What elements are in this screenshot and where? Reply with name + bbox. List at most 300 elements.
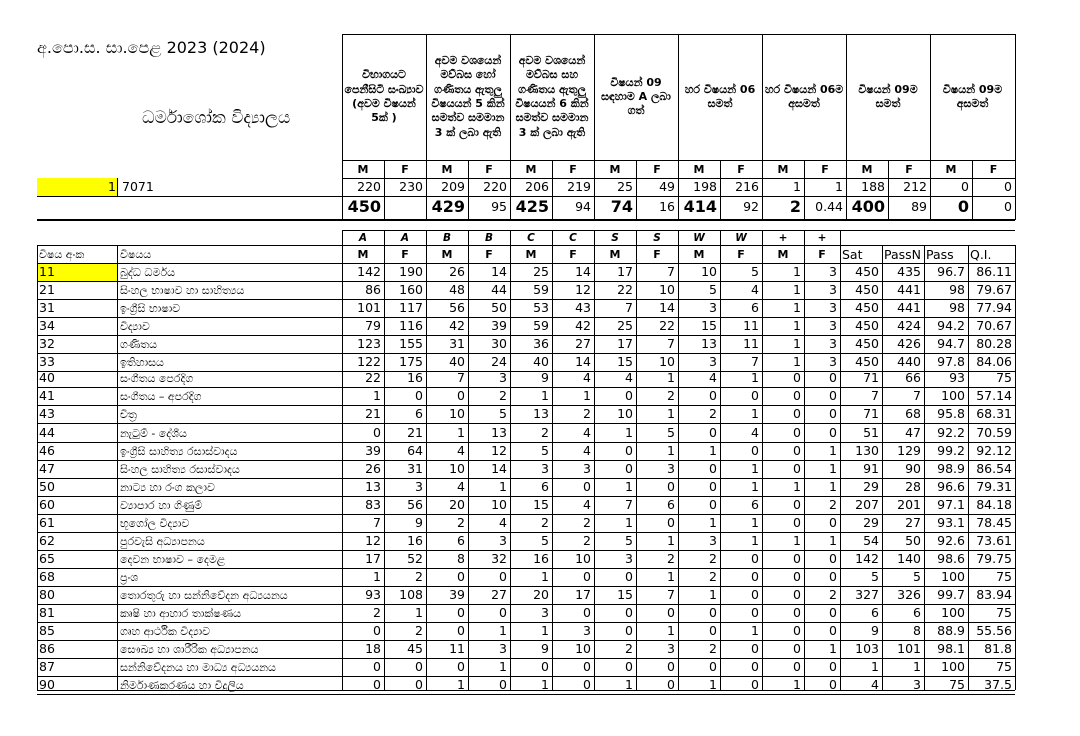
data-cell: 3 — [415, 479, 423, 494]
data-cell: 39 — [449, 587, 465, 602]
data-cell: 4 — [499, 515, 507, 530]
data-cell: 0 — [457, 659, 465, 674]
data-cell: 441 — [897, 282, 921, 297]
data-cell: 94.7 — [937, 336, 965, 351]
data-cell: 0 — [751, 551, 759, 566]
summary-total-cell: 425 — [515, 197, 549, 216]
subject-code: 21 — [39, 282, 55, 297]
subject-code: 61 — [39, 515, 55, 530]
data-cell: 11 — [743, 318, 759, 333]
data-cell: 7 — [667, 587, 675, 602]
data-cell: 2 — [829, 587, 837, 602]
subject-name: ගෘහ ආර්ථික විද්‍යාව — [120, 625, 211, 638]
summary-total-cell: 95 — [491, 199, 507, 214]
subject-code: 87 — [39, 659, 55, 674]
mf-label: M — [441, 163, 453, 176]
data-cell: 0 — [583, 569, 591, 584]
grade-label: S — [611, 232, 619, 244]
data-cell: 0 — [373, 677, 381, 692]
data-cell: 91 — [863, 461, 879, 476]
data-cell: 3 — [541, 605, 549, 620]
data-cell: 44 — [491, 282, 507, 297]
data-cell: 1 — [625, 677, 633, 692]
col-header: M — [693, 248, 705, 261]
data-cell: 0 — [667, 605, 675, 620]
data-cell: 48 — [449, 282, 465, 297]
data-cell: 57.14 — [976, 388, 1012, 403]
data-cell: 0 — [709, 605, 717, 620]
summary-count-cell: 1 — [835, 179, 843, 194]
data-cell: 28 — [905, 479, 921, 494]
subject-code: 47 — [39, 461, 55, 476]
grid-line — [37, 245, 1015, 246]
data-cell: 0 — [793, 605, 801, 620]
data-cell: 18 — [365, 641, 381, 656]
data-cell: 441 — [897, 300, 921, 315]
subject-name: ඉංග්‍රීසි සාහිත්‍ය රසාස්වාදය — [120, 445, 238, 458]
data-cell: 13 — [491, 425, 507, 440]
summary-count-cell: 220 — [483, 179, 507, 194]
data-cell: 3 — [709, 354, 717, 369]
subject-name: සන්නිවේදනය හා මාධ්‍ය අධ්‍යයනය — [120, 661, 276, 674]
data-cell: 7 — [373, 515, 381, 530]
data-cell: 123 — [357, 336, 381, 351]
col-header-code: විෂය අංක — [39, 248, 85, 261]
mf-label: F — [821, 163, 829, 176]
data-cell: 11 — [743, 336, 759, 351]
school-name: ධර්මාශෝක විද්‍යාලය — [142, 108, 291, 128]
data-cell: 59 — [533, 318, 549, 333]
mf-label: M — [861, 163, 873, 176]
data-cell: 1 — [913, 659, 921, 674]
data-cell: 0 — [751, 641, 759, 656]
data-cell: 0 — [751, 569, 759, 584]
data-cell: 15 — [617, 587, 633, 602]
summary-count-cell: 0 — [1004, 179, 1012, 194]
data-cell: 6 — [415, 406, 423, 421]
data-cell: 93 — [949, 370, 965, 385]
data-cell: 71 — [863, 370, 879, 385]
data-cell: 7 — [667, 336, 675, 351]
row-line — [37, 387, 1015, 388]
col-header: F — [818, 248, 826, 261]
mf-label: F — [653, 163, 661, 176]
summary-total-cell: 400 — [851, 197, 885, 216]
col-header: M — [777, 248, 789, 261]
data-cell: 0 — [709, 425, 717, 440]
data-cell: 12 — [365, 533, 381, 548]
data-cell: 22 — [617, 282, 633, 297]
data-cell: 1 — [793, 677, 801, 692]
data-cell: 155 — [399, 336, 423, 351]
grade-label: C — [569, 232, 577, 244]
data-cell: 5 — [541, 533, 549, 548]
subject-code: 90 — [39, 677, 55, 692]
data-cell: 1 — [751, 370, 759, 385]
data-cell: 100 — [941, 569, 965, 584]
data-cell: 0 — [829, 515, 837, 530]
data-cell: 101 — [897, 641, 921, 656]
data-cell: 103 — [855, 641, 879, 656]
data-cell: 1 — [829, 479, 837, 494]
data-cell: 68.31 — [976, 406, 1012, 421]
data-cell: 11 — [449, 641, 465, 656]
data-cell: 0 — [625, 605, 633, 620]
subject-name: ඉතිහාසය — [120, 356, 164, 369]
data-cell: 4 — [625, 370, 633, 385]
data-cell: 175 — [399, 354, 423, 369]
subject-code: 81 — [39, 605, 55, 620]
row-line — [37, 423, 1015, 424]
data-cell: 5 — [751, 264, 759, 279]
data-cell: 1 — [871, 659, 879, 674]
data-cell: 450 — [855, 282, 879, 297]
data-cell: 90 — [905, 461, 921, 476]
data-cell: 0 — [793, 497, 801, 512]
data-cell: 10 — [575, 641, 591, 656]
summary-count-cell: 206 — [525, 179, 549, 194]
data-cell: 3 — [667, 641, 675, 656]
data-cell: 22 — [365, 370, 381, 385]
data-cell: 1 — [751, 406, 759, 421]
data-cell: 75 — [996, 605, 1012, 620]
summary-count-cell: 198 — [693, 179, 717, 194]
summary-total-cell: 414 — [683, 197, 717, 216]
data-cell: 6 — [913, 605, 921, 620]
col-header: M — [441, 248, 453, 261]
data-cell: 1 — [751, 533, 759, 548]
data-cell: 1 — [667, 623, 675, 638]
data-cell: 6 — [751, 497, 759, 512]
data-cell: 0 — [667, 479, 675, 494]
data-cell: 1 — [793, 264, 801, 279]
data-cell: 1 — [709, 677, 717, 692]
data-cell: 45 — [407, 641, 423, 656]
subject-code: 85 — [39, 623, 55, 638]
grade-label: S — [653, 232, 661, 244]
data-cell: 129 — [897, 443, 921, 458]
subject-name: පුරවැසි අධ්‍යාපනය — [120, 535, 205, 548]
data-cell: 1 — [793, 354, 801, 369]
data-cell: 98.1 — [937, 641, 965, 656]
data-cell: 1 — [829, 461, 837, 476]
subject-code: 33 — [39, 354, 55, 369]
data-cell: 0 — [457, 623, 465, 638]
subject-code: 40 — [39, 370, 55, 385]
data-cell: 0 — [583, 479, 591, 494]
subject-code: 43 — [39, 406, 55, 421]
summary-count-cell: 25 — [617, 179, 633, 194]
data-cell: 47 — [905, 425, 921, 440]
data-cell: 0 — [625, 388, 633, 403]
data-cell: 1 — [667, 569, 675, 584]
data-cell: 20 — [449, 497, 465, 512]
data-cell: 10 — [701, 264, 717, 279]
data-cell: 101 — [357, 300, 381, 315]
data-cell: 2 — [709, 569, 717, 584]
data-cell: 50 — [491, 300, 507, 315]
data-cell: 25 — [617, 318, 633, 333]
data-cell: 93 — [365, 587, 381, 602]
data-cell: 4 — [457, 479, 465, 494]
summary-header: විෂයන් 09ම අසමත් — [942, 82, 1003, 110]
data-cell: 26 — [449, 264, 465, 279]
data-cell: 14 — [659, 300, 675, 315]
data-cell: 1 — [751, 623, 759, 638]
data-cell: 97.8 — [937, 354, 965, 369]
data-cell: 2 — [829, 497, 837, 512]
data-cell: 0 — [793, 370, 801, 385]
data-cell: 13 — [533, 406, 549, 421]
data-cell: 1 — [667, 370, 675, 385]
data-cell: 0 — [793, 641, 801, 656]
data-cell: 1 — [499, 479, 507, 494]
data-cell: 15 — [617, 354, 633, 369]
data-cell: 78.45 — [976, 515, 1012, 530]
data-cell: 1 — [541, 623, 549, 638]
data-cell: 4 — [457, 443, 465, 458]
data-cell: 1 — [709, 443, 717, 458]
data-cell: 326 — [897, 587, 921, 602]
data-cell: 2 — [541, 515, 549, 530]
data-cell: 7 — [913, 388, 921, 403]
subject-code: 62 — [39, 533, 55, 548]
data-cell: 0 — [751, 443, 759, 458]
data-cell: 0 — [793, 623, 801, 638]
mf-label: M — [525, 163, 537, 176]
data-cell: 16 — [407, 370, 423, 385]
data-cell: 26 — [365, 461, 381, 476]
summary-count-cell: 209 — [441, 179, 465, 194]
row-line — [37, 622, 1015, 623]
data-cell: 100 — [941, 388, 965, 403]
data-cell: 10 — [449, 461, 465, 476]
subject-code: 41 — [39, 388, 55, 403]
summary-total-cell: 2 — [789, 197, 801, 216]
data-cell: 98 — [949, 300, 965, 315]
data-cell: 3 — [913, 677, 921, 692]
data-cell: 1 — [583, 388, 591, 403]
data-cell: 14 — [575, 354, 591, 369]
data-cell: 0 — [793, 406, 801, 421]
data-cell: 1 — [793, 282, 801, 297]
data-cell: 93.1 — [937, 515, 965, 530]
mf-label: M — [609, 163, 621, 176]
col-header: PassN — [884, 247, 922, 262]
subject-name: විද්‍යාව — [120, 320, 150, 333]
data-cell: 0 — [667, 515, 675, 530]
data-cell: 190 — [399, 264, 423, 279]
data-cell: 83 — [365, 497, 381, 512]
data-cell: 84.06 — [976, 354, 1012, 369]
data-cell: 84.18 — [976, 497, 1012, 512]
data-cell: 10 — [575, 551, 591, 566]
data-cell: 75 — [996, 659, 1012, 674]
data-cell: 39 — [491, 318, 507, 333]
data-cell: 142 — [357, 264, 381, 279]
summary-header: විෂයන් 09ම සමත් — [858, 82, 918, 110]
data-cell: 1 — [751, 461, 759, 476]
data-cell: 1 — [829, 533, 837, 548]
data-cell: 75 — [949, 677, 965, 692]
summary-header: හර විෂයන් 06 සමත් — [684, 82, 756, 110]
data-cell: 2 — [709, 406, 717, 421]
data-cell: 0 — [625, 569, 633, 584]
data-cell: 70.59 — [976, 425, 1012, 440]
data-cell: 4 — [751, 425, 759, 440]
summary-total-cell: 450 — [347, 197, 381, 216]
grid-line — [117, 245, 118, 690]
summary-header: අවම වශයෙන් මව්බස සහ ගණිතය ඇතුලු විෂයයන් 6 කින් සමත්ව සමමාන 3 ක් ලබා ඇති — [515, 54, 589, 139]
data-cell: 0 — [829, 605, 837, 620]
data-cell: 36 — [533, 336, 549, 351]
data-cell: 13 — [365, 479, 381, 494]
data-cell: 1 — [625, 479, 633, 494]
data-cell: 10 — [449, 406, 465, 421]
data-cell: 0 — [625, 623, 633, 638]
data-cell: 7 — [625, 497, 633, 512]
data-cell: 56 — [449, 300, 465, 315]
data-cell: 1 — [829, 641, 837, 656]
col-header: Pass — [926, 247, 954, 262]
data-cell: 0 — [829, 569, 837, 584]
data-cell: 27 — [491, 587, 507, 602]
data-cell: 1 — [667, 406, 675, 421]
mf-label: F — [989, 163, 998, 176]
data-cell: 2 — [415, 623, 423, 638]
mf-label: M — [357, 163, 369, 176]
data-cell: 83.94 — [976, 587, 1012, 602]
subject-code: 50 — [39, 479, 55, 494]
subject-name: ගණිතය — [120, 338, 158, 351]
data-cell: 1 — [457, 677, 465, 692]
data-cell: 56 — [407, 497, 423, 512]
data-cell: 0 — [373, 425, 381, 440]
data-cell: 0 — [709, 497, 717, 512]
data-cell: 1 — [709, 587, 717, 602]
data-cell: 0 — [583, 677, 591, 692]
data-cell: 75 — [996, 370, 1012, 385]
school-code: 7071 — [122, 179, 154, 194]
subject-name: සිංහල සාහිත්‍ය රසාස්වාදය — [120, 463, 240, 476]
data-cell: 207 — [855, 497, 879, 512]
data-cell: 2 — [583, 533, 591, 548]
col-header: M — [609, 248, 621, 261]
data-cell: 1 — [541, 388, 549, 403]
col-header: F — [737, 248, 745, 261]
data-cell: 3 — [499, 641, 507, 656]
summary-count-cell: 212 — [903, 179, 927, 194]
data-cell: 2 — [709, 641, 717, 656]
data-cell: 0 — [751, 605, 759, 620]
data-cell: 130 — [855, 443, 879, 458]
data-cell: 2 — [541, 425, 549, 440]
col-header: F — [569, 248, 577, 261]
data-cell: 27 — [575, 336, 591, 351]
subject-name: ව්‍යාපාර හා ගිණුම් — [120, 499, 203, 512]
data-cell: 86.54 — [976, 461, 1012, 476]
data-cell: 0 — [499, 605, 507, 620]
grade-label: + — [817, 232, 827, 244]
data-cell: 14 — [491, 461, 507, 476]
data-cell: 426 — [897, 336, 921, 351]
data-cell: 2 — [667, 551, 675, 566]
data-cell: 29 — [863, 479, 879, 494]
data-cell: 6 — [457, 533, 465, 548]
data-cell: 0 — [829, 659, 837, 674]
subject-name: නාට්‍ය හා රංග කලාව — [120, 481, 215, 494]
data-cell: 79 — [365, 318, 381, 333]
subject-code: 11 — [39, 264, 55, 279]
data-cell: 3 — [709, 533, 717, 548]
row-line — [37, 658, 1015, 659]
data-cell: 9 — [415, 515, 423, 530]
subject-name: බුද්ධ ධර්මය — [120, 266, 176, 279]
data-cell: 75 — [996, 569, 1012, 584]
data-cell: 0 — [793, 587, 801, 602]
data-cell: 5 — [913, 569, 921, 584]
data-cell: 2 — [583, 406, 591, 421]
data-cell: 1 — [373, 388, 381, 403]
data-cell: 4 — [751, 282, 759, 297]
data-cell: 1 — [541, 569, 549, 584]
data-cell: 68 — [905, 406, 921, 421]
subject-name: සිංහල භාෂාව හා සාහිත්‍යය — [120, 284, 245, 297]
data-cell: 15 — [701, 318, 717, 333]
data-cell: 10 — [617, 406, 633, 421]
summary-total-cell: 0 — [1004, 199, 1012, 214]
row-line — [37, 604, 1015, 605]
data-cell: 122 — [357, 354, 381, 369]
data-cell: 0 — [829, 370, 837, 385]
data-cell: 71 — [863, 406, 879, 421]
summary-total-cell: 94 — [575, 199, 591, 214]
grid-line — [1015, 245, 1016, 690]
data-cell: 0 — [751, 388, 759, 403]
data-cell: 0 — [829, 551, 837, 566]
data-cell: 51 — [863, 425, 879, 440]
data-cell: 21 — [407, 425, 423, 440]
summary-count-cell: 1 — [793, 179, 801, 194]
data-cell: 29 — [863, 515, 879, 530]
summary-header: විභාගයට පෙනීසිටි සංඛ්‍යාව (අවම විෂයන් 5ක් ) — [344, 68, 424, 125]
col-header: Q.I. — [970, 247, 992, 262]
col-header: F — [485, 248, 493, 261]
data-cell: 450 — [855, 264, 879, 279]
summary-total-cell: 16 — [659, 199, 675, 214]
data-cell: 40 — [533, 354, 549, 369]
subject-name: කෘෂි හා ආහාර තාක්ෂණය — [120, 607, 242, 620]
data-cell: 17 — [575, 587, 591, 602]
grid-line — [1015, 34, 1016, 220]
row-line — [37, 568, 1015, 569]
data-cell: 0 — [709, 479, 717, 494]
data-cell: 77.94 — [976, 300, 1012, 315]
summary-count-cell: 188 — [861, 179, 885, 194]
data-cell: 0 — [415, 388, 423, 403]
data-cell: 1 — [499, 623, 507, 638]
data-cell: 95.8 — [937, 406, 965, 421]
data-cell: 3 — [829, 300, 837, 315]
summary-count-cell: 216 — [735, 179, 759, 194]
data-cell: 1 — [667, 443, 675, 458]
data-cell: 1 — [625, 425, 633, 440]
data-cell: 70.67 — [976, 318, 1012, 333]
data-cell: 440 — [897, 354, 921, 369]
data-cell: 50 — [905, 533, 921, 548]
summary-total-cell: 0.44 — [815, 199, 843, 214]
subject-code: 44 — [39, 425, 55, 440]
